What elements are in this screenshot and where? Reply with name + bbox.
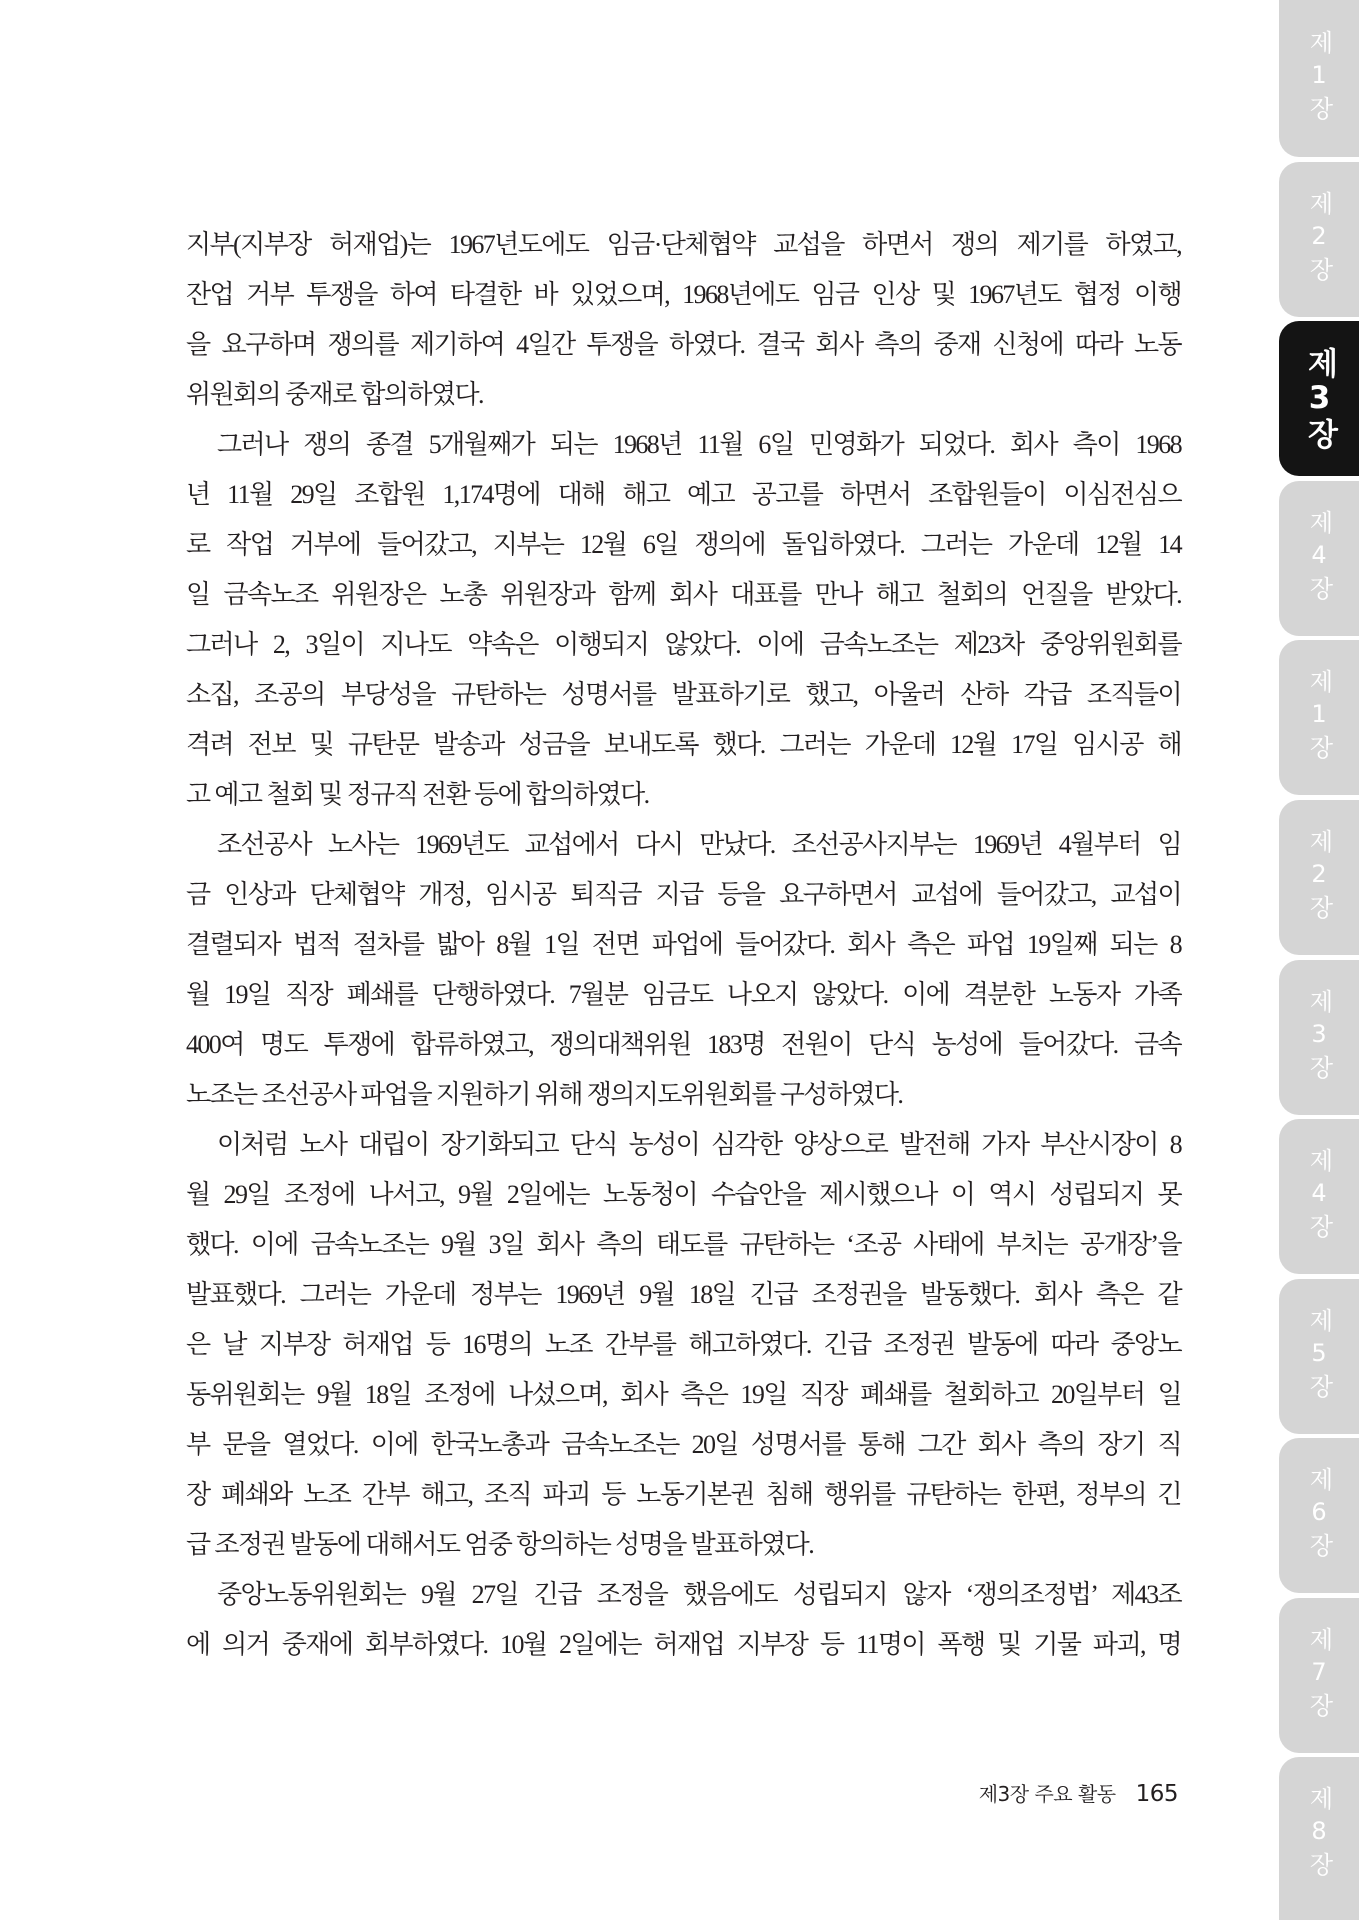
body-line: 지부(지부장 허재업)는 1967년도에도 임금·단체협약 교섭을 하면서 쟁의 제기를 하였고, (186, 230, 1181, 259)
chapter-tab-label: 제1장 (1305, 30, 1333, 127)
body-line: 을 요구하며 쟁의를 제기하여 4일간 투쟁을 하였다. 결국 회사 측의 중재 신청에 따라 노동 (186, 330, 1181, 359)
chapter-tab (1279, 0, 1359, 157)
body-text (186, 220, 1181, 1670)
chapter-tab (1279, 1598, 1359, 1753)
body-line: 조선공사 노사는 1969년도 교섭에서 다시 만났다. 조선공사지부는 1969년 4월부터 임 (217, 830, 1181, 859)
running-head: 제3장 주요 활동 (978, 1782, 1116, 1806)
chapter-tab (1279, 1119, 1359, 1274)
body-line: 그러나 쟁의 종결 5개월째가 되는 1968년 11월 6일 민영화가 되었다. 회사 측이 1968 (217, 430, 1181, 459)
body-line: 했다. 이에 금속노조는 9월 3일 회사 측의 태도를 규탄하는 ‘조공 사태에 부치는 공개장’을 (186, 1230, 1181, 1259)
page-footer (979, 1779, 1178, 1809)
paragraph (186, 220, 1181, 420)
chapter-tab-label: 제4장 (1305, 1148, 1333, 1245)
chapter-tab-label: 제2장 (1305, 829, 1333, 926)
body-line: 월 29일 조정에 나서고, 9월 2일에는 노동청이 수습안을 제시했으나 이 역시 성립되지 못 (186, 1180, 1181, 1209)
body-line: 고 예고 철회 및 정규직 전환 등에 합의하였다. (186, 780, 649, 809)
chapter-tab (1279, 1438, 1359, 1593)
body-line: 잔업 거부 투쟁을 하여 타결한 바 있었으며, 1968년에도 임금 인상 및 1967년도 협정 이행 (186, 280, 1181, 309)
chapter-tab (1279, 321, 1359, 476)
paragraph (186, 820, 1181, 1120)
chapter-tab (1279, 640, 1359, 795)
paragraph (186, 1120, 1181, 1570)
chapter-tab-label: 제3장 (1301, 346, 1338, 451)
chapter-tab-label: 제8장 (1305, 1786, 1333, 1883)
chapter-tab-label: 제6장 (1305, 1467, 1333, 1564)
chapter-tab (1279, 800, 1359, 955)
body-line: 노조는 조선공사 파업을 지원하기 위해 쟁의지도위원회를 구성하였다. (186, 1080, 903, 1109)
chapter-tab-label: 제3장 (1305, 989, 1333, 1086)
body-line: 금 인상과 단체협약 개정, 임시공 퇴직금 지급 등을 요구하면서 교섭에 들어갔고, 교섭이 (186, 880, 1181, 909)
body-line: 이처럼 노사 대립이 장기화되고 단식 농성이 심각한 양상으로 발전해 가자 부산시장이 8 (217, 1130, 1181, 1159)
body-line: 중앙노동위원회는 9월 27일 긴급 조정을 했음에도 성립되지 않자 ‘쟁의조정법’ 제43조 (217, 1580, 1181, 1609)
body-line: 에 의거 중재에 회부하였다. 10월 2일에는 허재업 지부장 등 11명이 폭행 및 기물 파괴, 명 (186, 1630, 1181, 1659)
body-line: 장 폐쇄와 노조 간부 해고, 조직 파괴 등 노동기본권 침해 행위를 규탄하는 한편, 정부의 긴 (186, 1480, 1181, 1509)
chapter-tab (1279, 960, 1359, 1115)
body-line: 월 19일 직장 폐쇄를 단행하였다. 7월분 임금도 나오지 않았다. 이에 격분한 노동자 가족 (186, 980, 1181, 1009)
body-line: 격려 전보 및 규탄문 발송과 성금을 보내도록 했다. 그러는 가운데 12월 17일 임시공 해 (186, 730, 1181, 759)
body-line: 위원회의 중재로 합의하였다. (186, 380, 483, 409)
chapter-tab-label: 제1장 (1305, 669, 1333, 766)
body-line: 일 금속노조 위원장은 노총 위원장과 함께 회사 대표를 만나 해고 철회의 언질을 받았다. (186, 580, 1181, 609)
chapter-tab (1279, 481, 1359, 636)
body-line: 소집, 조공의 부당성을 규탄하는 성명서를 발표하기로 했고, 아울러 산하 각급 조직들이 (186, 680, 1181, 709)
body-line: 동위원회는 9월 18일 조정에 나섰으며, 회사 측은 19일 직장 폐쇄를 철회하고 20일부터 일 (186, 1380, 1181, 1409)
body-line: 로 작업 거부에 들어갔고, 지부는 12월 6일 쟁의에 돌입하였다. 그러는 가운데 12월 14 (186, 530, 1181, 559)
chapter-tab-label: 제2장 (1305, 191, 1333, 288)
body-line: 400여 명도 투쟁에 합류하였고, 쟁의대책위원 183명 전원이 단식 농성에 들어갔다. 금속 (186, 1030, 1181, 1059)
chapter-tab (1279, 162, 1359, 317)
chapter-tab (1279, 1279, 1359, 1434)
page-number: 165 (1135, 1781, 1178, 1807)
paragraph (186, 420, 1181, 820)
body-line: 그러나 2, 3일이 지나도 약속은 이행되지 않았다. 이에 금속노조는 제23차 중앙위원회를 (186, 630, 1181, 659)
body-line: 발표했다. 그러는 가운데 정부는 1969년 9월 18일 긴급 조정권을 발동했다. 회사 측은 같 (186, 1280, 1181, 1309)
chapter-tab (1279, 1757, 1359, 1920)
body-line: 년 11월 29일 조합원 1,174명에 대해 해고 예고 공고를 하면서 조합원들이 이심전심으 (186, 480, 1181, 509)
body-line: 결렬되자 법적 절차를 밟아 8월 1일 전면 파업에 들어갔다. 회사 측은 파업 19일째 되는 8 (186, 930, 1181, 959)
chapter-tab-label: 제5장 (1305, 1308, 1333, 1405)
chapter-tab-label: 제7장 (1305, 1627, 1333, 1724)
chapter-tab-label: 제4장 (1305, 510, 1333, 607)
body-line: 급 조정권 발동에 대해서도 엄중 항의하는 성명을 발표하였다. (186, 1530, 814, 1559)
body-line: 부 문을 열었다. 이에 한국노총과 금속노조는 20일 성명서를 통해 그간 회사 측의 장기 직 (186, 1430, 1181, 1459)
body-line: 은 날 지부장 허재업 등 16명의 노조 간부를 해고하였다. 긴급 조정권 발동에 따라 중앙노 (186, 1330, 1181, 1359)
paragraph (186, 1570, 1181, 1670)
